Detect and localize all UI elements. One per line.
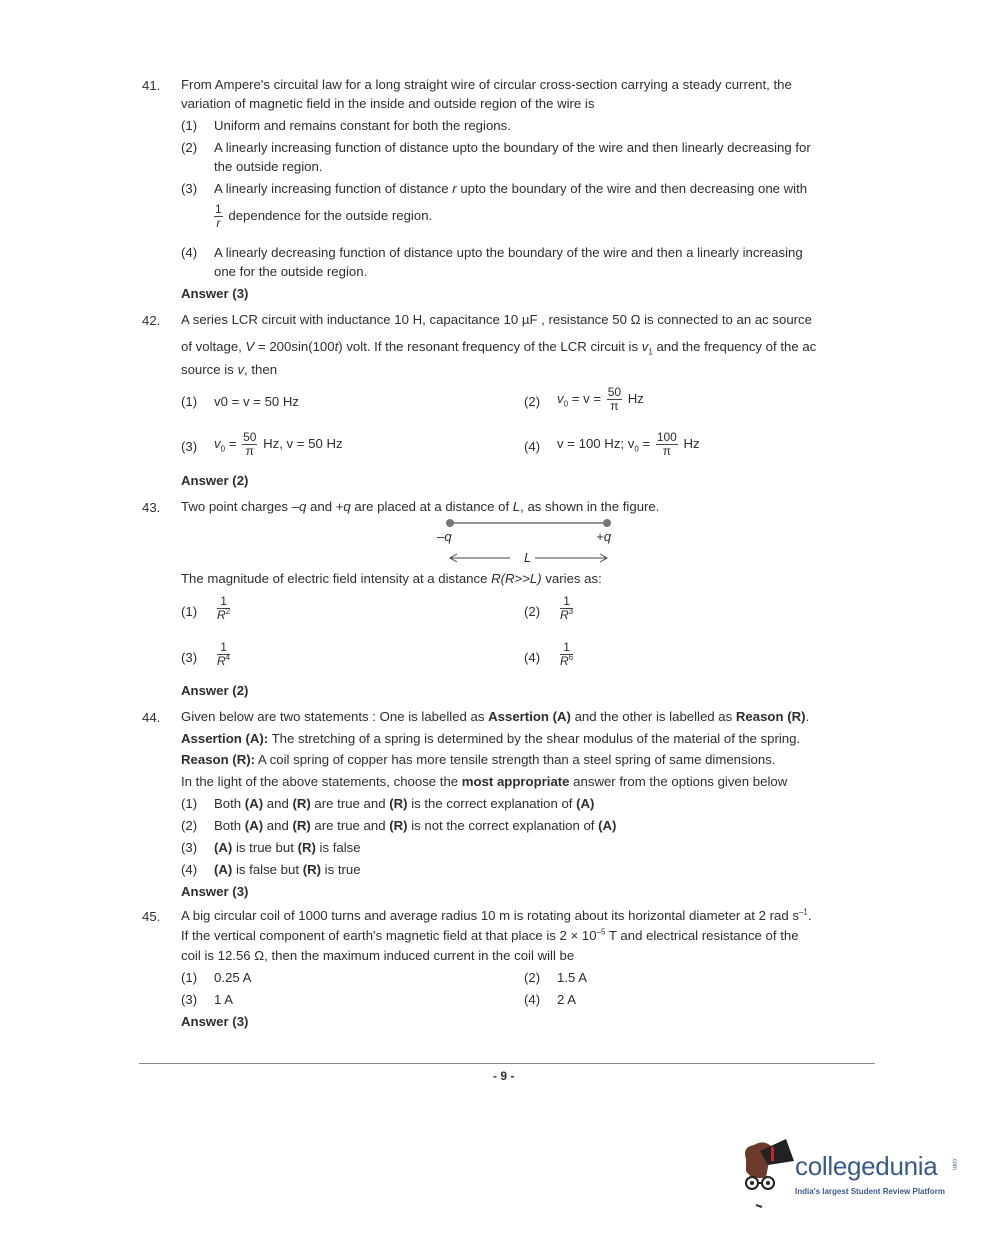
charge-dot — [603, 519, 611, 527]
option-text: one for the outside region. — [214, 264, 368, 279]
t: Hz — [624, 390, 644, 406]
answer: Answer (2) — [181, 473, 249, 488]
t: is false — [315, 840, 361, 855]
t: (A) — [244, 796, 264, 811]
option-number: (1) — [181, 796, 198, 811]
option-number: (2) — [181, 818, 198, 833]
t: source is — [181, 362, 238, 377]
option-number: (2) — [524, 604, 541, 619]
option-number: (2) — [524, 394, 541, 409]
t: are true and — [310, 796, 390, 811]
option-text — [215, 595, 232, 622]
t: ) volt. If the resonant frequency of the LCR circuit is — [338, 339, 642, 354]
t: 1 — [648, 347, 653, 357]
question-text: From Ampere's circuital law for a long straight wire of circular cross-section carrying a steady current, the — [181, 77, 792, 92]
option-text: v0 = v = 50 Hz — [214, 394, 300, 409]
fraction — [607, 386, 622, 413]
t: (R) — [292, 818, 311, 833]
t: and the frequency of the ac — [652, 339, 817, 354]
fraction — [214, 203, 223, 230]
t: is true but — [232, 840, 298, 855]
t: = — [225, 435, 241, 451]
footer-divider — [139, 1063, 875, 1064]
den: R — [217, 654, 226, 668]
t: L — [512, 499, 521, 514]
mascot-icon — [738, 1137, 798, 1212]
t: answer from the options given below — [569, 774, 788, 789]
fraction — [217, 641, 230, 668]
option-text — [214, 862, 361, 878]
option-number: (3) — [181, 650, 198, 665]
answer: Answer (3) — [181, 884, 249, 899]
num: 1 — [217, 641, 230, 655]
t: (A) — [576, 796, 595, 811]
charge-label: +q — [596, 529, 612, 544]
t: –5 — [596, 927, 606, 937]
t: (R) — [389, 818, 408, 833]
t: are true and — [310, 818, 390, 833]
t: (A) — [244, 818, 264, 833]
question-text — [181, 908, 812, 924]
num: 1 — [215, 202, 222, 216]
t: is the correct explanation of — [407, 796, 577, 811]
t: 0 — [220, 444, 226, 454]
assertion — [181, 731, 800, 747]
option-number: (3) — [181, 181, 198, 196]
option-text — [212, 203, 432, 230]
option-number: (4) — [524, 992, 541, 1007]
option-text: Uniform and remains constant for both the regions. — [214, 118, 511, 133]
option-number: (1) — [181, 970, 198, 985]
question-number: 44. — [142, 710, 161, 725]
page-number: - 9 - — [493, 1069, 515, 1083]
option-text: 1.5 A — [557, 970, 588, 985]
t: is false but — [232, 862, 303, 877]
num: 100 — [656, 430, 677, 444]
answer: Answer (3) — [181, 1014, 249, 1029]
exp: 2 — [225, 607, 231, 616]
exp: 6 — [568, 653, 574, 662]
answer: Answer (2) — [181, 683, 249, 698]
t: In the light of the above statements, choose the — [181, 774, 462, 789]
question-number: 43. — [142, 500, 161, 515]
t: Reason (R): — [181, 752, 255, 767]
t: is not the correct explanation of — [407, 818, 599, 833]
t: –1 — [798, 907, 808, 917]
t: Hz — [679, 435, 700, 451]
option-text — [214, 796, 594, 812]
t: . — [805, 709, 810, 724]
t: If the vertical component of earth's magnetic field at that place is 2 × 10 — [181, 928, 597, 943]
distance-label: L — [524, 550, 532, 565]
t: and — [263, 818, 293, 833]
option-number: (4) — [524, 650, 541, 665]
option-text — [214, 840, 361, 856]
t: A coil spring of copper has more tensile strength than a steel spring of same dimensions. — [255, 752, 776, 767]
fraction — [560, 641, 573, 668]
option-number: (1) — [181, 394, 198, 409]
reason — [181, 752, 775, 768]
option-text: 0.25 A — [214, 970, 252, 985]
option-text — [557, 386, 644, 413]
question-number: 45. — [142, 909, 161, 924]
t: Assertion (A) — [488, 709, 571, 724]
question-text — [181, 928, 799, 944]
question-number: 41. — [142, 78, 161, 93]
t: , as shown in the figure. — [520, 499, 660, 514]
logo-tagline: India's largest Student Review Platform — [795, 1187, 945, 1196]
t: v — [557, 390, 564, 406]
option-number: (3) — [181, 840, 198, 855]
question-text: coil is 12.56 Ω, then the maximum induced current in the coil will be — [181, 948, 575, 963]
fraction — [656, 431, 678, 458]
option-text — [558, 595, 575, 622]
fraction — [242, 431, 257, 458]
charge-dot — [446, 519, 454, 527]
exp: 3 — [568, 607, 574, 616]
var: r — [452, 181, 457, 196]
answer: Answer (3) — [181, 286, 249, 301]
t: Both — [214, 818, 245, 833]
t: (R) — [292, 796, 311, 811]
t: = v = — [568, 390, 605, 406]
den: π — [662, 444, 671, 458]
question-text — [181, 362, 277, 378]
option-number: (4) — [524, 439, 541, 454]
charge-label: –q — [437, 529, 452, 544]
option-number: (4) — [181, 245, 198, 260]
option-number: (2) — [524, 970, 541, 985]
option-text: 2 A — [557, 992, 577, 1007]
t: varies as: — [541, 571, 602, 586]
text: dependence for the outside region. — [228, 207, 433, 223]
question-number: 42. — [142, 313, 161, 328]
t: R(R>>L) — [491, 571, 542, 586]
question-text — [181, 499, 659, 515]
num: 1 — [560, 595, 573, 609]
t: q — [343, 499, 351, 514]
option-number: (1) — [181, 118, 198, 133]
t: are placed at a distance of — [350, 499, 513, 514]
logo-com: .com — [951, 1157, 957, 1171]
t: The magnitude of electric field intensity at a distance — [181, 571, 492, 586]
t: v — [214, 435, 221, 451]
t: (R) — [297, 840, 316, 855]
question-text: variation of magnetic field in the inside and outside region of the wire is — [181, 96, 595, 111]
t: and + — [306, 499, 344, 514]
option-text — [214, 818, 616, 834]
question-text — [181, 709, 809, 725]
option-number: (1) — [181, 604, 198, 619]
t: V — [245, 339, 255, 354]
t: is true — [321, 862, 361, 877]
option-text: A linearly decreasing function of distance upto the boundary of the wire and then a linearly increasing — [214, 245, 803, 260]
option-text — [214, 431, 343, 458]
den: π — [245, 444, 254, 458]
den: R — [560, 608, 569, 622]
question-text — [181, 571, 602, 587]
question-text — [181, 774, 787, 790]
t: 0 — [634, 444, 639, 454]
t: (A) — [598, 818, 617, 833]
collegedunia-logo — [738, 1137, 963, 1212]
t: T and electrical resistance of the — [605, 928, 799, 943]
t: , then — [244, 362, 278, 377]
t: Both — [214, 796, 245, 811]
t: = — [638, 435, 654, 451]
t: (R) — [302, 862, 321, 877]
num: 50 — [243, 430, 257, 444]
t: of voltage, — [181, 339, 246, 354]
option-text — [214, 181, 807, 197]
t: Reason (R) — [735, 709, 806, 724]
den: R — [560, 654, 569, 668]
option-text: the outside region. — [214, 159, 323, 174]
den: r — [216, 216, 221, 230]
option-text — [557, 431, 700, 458]
num: 50 — [607, 385, 622, 399]
option-text — [215, 641, 232, 668]
t: most appropriate — [461, 774, 570, 789]
fraction — [217, 595, 230, 622]
option-text: A linearly increasing function of distance upto the boundary of the wire and then linearly decreasing for — [214, 140, 811, 155]
t: Assertion (A): — [181, 731, 269, 746]
t: Given below are two statements : One is labelled as — [181, 709, 489, 724]
text: upto the boundary of the wire and then decreasing one with — [456, 181, 808, 196]
t: 0 — [563, 399, 569, 409]
t: v — [237, 362, 245, 377]
question-text: A series LCR circuit with inductance 10 H, capacitance 10 µF , resistance 50 Ω is connected to an ac source — [181, 312, 812, 327]
den: π — [610, 399, 619, 413]
option-number: (3) — [181, 439, 198, 454]
t: (R) — [389, 796, 408, 811]
num: 1 — [560, 641, 573, 655]
text: A linearly increasing function of distance — [214, 181, 453, 196]
question-text — [181, 339, 816, 355]
fraction — [560, 595, 573, 622]
t: Hz, v = 50 Hz — [259, 435, 343, 451]
t: t — [334, 339, 339, 354]
num: 1 — [217, 595, 230, 609]
option-number: (2) — [181, 140, 198, 155]
t: Two point charges – — [181, 499, 300, 514]
t: q — [299, 499, 307, 514]
option-number: (3) — [181, 992, 198, 1007]
option-number: (4) — [181, 862, 198, 877]
option-text: 1 A — [214, 992, 234, 1007]
t: and — [263, 796, 293, 811]
den: R — [217, 608, 226, 622]
t: (A) — [214, 840, 233, 855]
logo-wordmark: collegedunia — [795, 1151, 938, 1181]
t: . — [807, 908, 812, 923]
t: v = 100 Hz; v — [557, 435, 635, 451]
t: A big circular coil of 1000 turns and average radius 10 m is rotating about its horizontal diameter at 2 rad s — [181, 908, 799, 923]
option-text — [558, 641, 575, 668]
t: (A) — [214, 862, 233, 877]
t: and the other is labelled as — [570, 709, 736, 724]
t: v — [641, 339, 649, 354]
t: The stretching of a spring is determined by the shear modulus of the material of the spring. — [268, 731, 801, 746]
t: = 200sin(100 — [254, 339, 335, 354]
exp: 4 — [225, 653, 231, 662]
